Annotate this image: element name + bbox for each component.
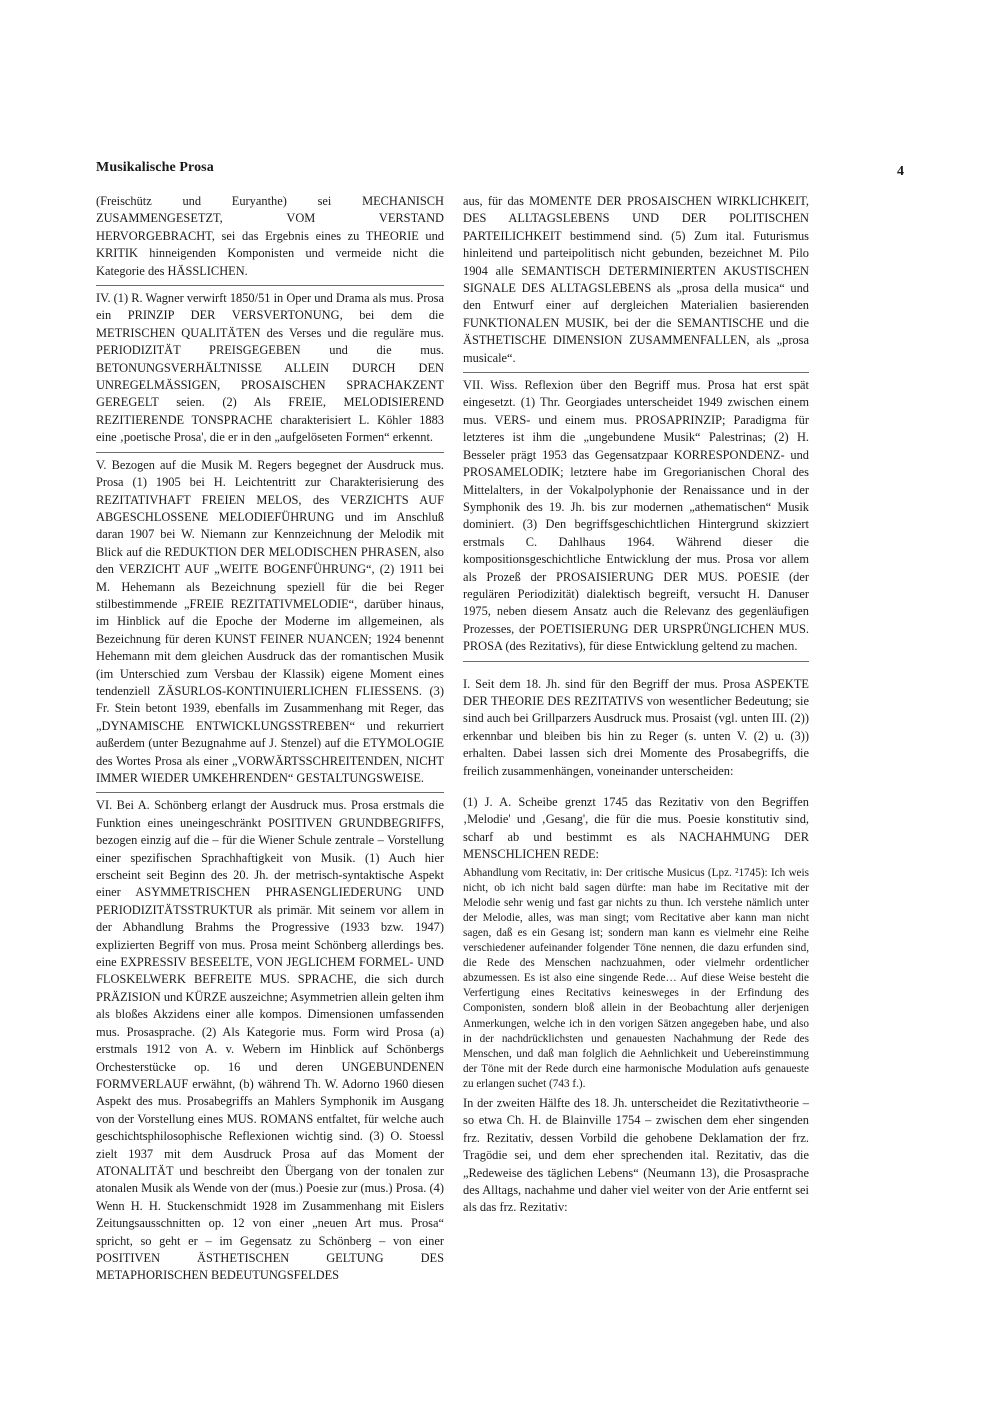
paragraph-section-vi: VI. Bei A. Schönberg erlangt der Ausdruck mus. Prosa erstmals die Funktion eines uneingeschränkt POSITIVEN GRUNDBEGRIFFS, bezogen einzig auf die – für die Wiener Schule zentrale – Vorstellung einer spezifischen Sprachhaftigkeit von Musik. (1) Auch hier erscheint seit Beginn des 20. Jh. der metrisch-syntaktische Aspekt einer ASYMMETRISCHEN PHRASENGLIEDERUNG UND PERIODIZITÄTSSTRUKTUR als primär. Mit seinem vor allem in der Abhandlung Brahms the Progressive (1933 bzw. 1947) explizierten Begriff von mus. Prosa meint Schönberg allerdings bes. eine EXPRESSIV BESEELTE, VON JEGLICHEM FORMEL- UND FLOSKELWERK BEFREITE MUS. SPRACHE, die sich durch PRÄZISION und KÜRZE auszeichne; Asymmetrien allein gelten ihm als bloßes Akzidens einer alle kompos. Dimensionen umfassenden mus. Prosasprache. (2) Als Kategorie mus. Form wird Prosa (a) erstmals 1912 von A. v. Webern im Hinblick auf Schönbergs Orchesterstücke op. 16 und deren UNGEBUNDENEN FORMVERLAUF erwähnt, (b) während Th. W. Adorno 1960 diesen Aspekt des mus. Prosabegriffs an Mahlers Symphonik im Ausgang von der Vorstellung eines MUS. ROMANS entfaltet, für welche auch geschichtsphilosophische Reflexionen wichtig sind. (3) O. Stoessl zielt 1937 mit dem Ausdruck Prosa auf das Moment der ATONALITÄT und beschreibt den Übergang von der tonalen zur atonalen Musik als Wende von der (mus.) Poesie zur (mus.) Prosa. (4) Wenn H. H. Stuckenschmidt 1928 im Zusammenhang mit Eislers Zeitungsausschnitten op. 12 von einer „neuen Art mus. Prosa“ spricht, so geht er – im Gegensatz zu Schönberg – von einer POSITIVEN ÄSTHETISCHEN GELTUNG DES METAPHORISCHEN BEDEUTUNGSFELDES bbox=[96, 798, 444, 1283]
page-number: 4 bbox=[897, 164, 904, 179]
left-column bbox=[96, 193, 444, 1285]
paragraph-section-v: V. Bezogen auf die Musik M. Regers begegnet der Ausdruck mus. Prosa (1) 1905 bei H. Leichtentritt zur Charakterisierung des REZITATIVHAFT FREIEN MELOS, des VERZICHTS AUF ABGESCHLOSSENE MELODIEFÜHRUNG und im Anschluß daran 1907 bei W. Niemann zur Kennzeichnung der Melodik mit Blick auf die REDUKTION DER MELODISCHEN PHRASEN, also den VERZICHT AUF „WEITE BOGENFÜHRUNG“, (2) 1911 bei M. Hehemann als Bezeichnung speziell für die bei Reger stilbestimmende „FREIE REZITATIVMELODIE“, darüber hinaus, im Hinblick auf die Epoche der Moderne im allgemeinen, als Bezeichnung für deren KUNST FEINER NUANCEN; 1924 benennt Hehemann mit dem gleichen Ausdruck das der romantischen Musik (im Unterschied zum Versbau der Klassik) eigene Moment eines tendenziell ZÄSURLOS-KONTINUIERLICHEN FLIESSENS. (3) Fr. Stein betont 1939, ebenfalls im Zusammenhang mit Reger, das „DYNAMISCHE ENTWICKLUNGSSTREBEN“ und rekurriert außerdem (unter Bezugnahme auf J. Stenzel) auf die ETYMOLOGIE des Wortes Prosa als einer „VORWÄRTSSCHREITENDEN, NICHT IMMER WIEDER UMKEHRENDEN“ GESTALTUNGSWEISE. bbox=[96, 457, 444, 785]
running-head: Musikalische Prosa bbox=[96, 160, 214, 175]
paragraph-blainville: In der zweiten Hälfte des 18. Jh. unterscheidet die Rezitativtheorie – so etwa Ch. H. de Blainville 1754 – zwischen dem eher singenden frz. Rezitativ, dessen Vorbild die gehobene Deklamation der frz. Tragödie sei, und dem eher sprechenden ital. Rezitativ, das die „Redeweise des täglichen Lebens“ (Neumann 13), die Prosasprache des Alltags, nachahme und daher viel weiter von der Arie entfernt sei als das frz. Rezitativ: bbox=[463, 1096, 809, 1215]
section-divider bbox=[96, 792, 444, 793]
right-column bbox=[463, 193, 809, 1217]
section-divider bbox=[463, 661, 809, 662]
page-header bbox=[96, 160, 904, 182]
paragraph-section-vii: VII. Wiss. Reflexion über den Begriff mus. Prosa hat erst spät eingesetzt. (1) Thr. Georgiades unterscheidet 1949 zwischen einem mus. VERS- und einem mus. PROSAPRINZIP; Paradigma für letzteres ist ihm die „ungebundene Musik“ Palestrinas; (2) H. Besseler prägt 1953 das Gegensatzpaar KORRESPONDENZ- und PROSAMELODIK; letztere habe im Gregorianischen Choral des Mittelalters, in der Vokalpolyphonie der Renaissance und in der Symphonik des 19. Jh. bis zur modernen „athematischen“ Musik dominiert. (3) Den begriffsgeschichtlichen Hintergrund skizziert erstmals C. Dahlhaus 1964. Während dieser die kompositionsgeschichtliche Entwicklung der mus. Prosa vor allem als Prozeß der PROSAISIERUNG DER MUS. POESIE (der regulären Periodizität) dialektisch begreift, versucht H. Danuser 1975, neben diesem Ansatz auch die Relevanz des gegenläufigen Prozesses, der POETISIERUNG DER URSPRÜNGLICHEN MUS. PROSA (des Rezitativs), für diese Entwicklung geltend zu machen. bbox=[463, 378, 809, 654]
paragraph-scheibe: (1) J. A. Scheibe grenzt 1745 das Rezitativ von den Begriffen ‚Melodie' und ‚Gesang', die für die mus. Poesie konstitutiv sind, scharf ab und bestimmt es als NACHAHMUNG DER MENSCHLICHEN REDE: bbox=[463, 795, 809, 862]
paragraph-futurismus: aus, für das MOMENTE DER PROSAISCHEN WIRKLICHKEIT, DES ALLTAGSLEBENS UND DER POLITISCHEN PARTEILICHKEIT bestimmend sind. (5) Zum ital. Futurismus hinleitend und parteipolitisch nicht gebunden, bezeichnet M. Pilo 1904 alle SEMANTISCH DETERMINIERTEN AKUSTISCHEN SIGNALE DES ALLTAGSLEBENS als „prosa della musica“ und den Entwurf einer auf dergleichen Materialien basierenden FUNKTIONALEN MUSIK, bei der die SEMANTISCHE und die ÄSTHETISCHE DIMENSION ZUSAMMENFALLEN, als „prosa musicale“. bbox=[463, 194, 809, 365]
section-divider bbox=[463, 372, 809, 373]
quotation-scheibe: Abhandlung vom Recitativ, in: Der critische Musicus (Lpz. ²1745): Ich weis nicht, ob ich nicht bald sagen dürfte: man habe im Recitative mit der Melodie sehr wenig und fast gar nichts zu thun. Ich verstehe nämlich unter der Melodie, alles, was man singt; vom Recitative aber kann man nicht sagen, daß es ein Gesang ist; sondern man kann es vielmehr eine Reihe verschiedener aufeinander folgender Töne nennen, die dazu erfunden sind, die Rede des Menschen nachzuahmen, oder vielmehr ordentlicher abzumessen. Es ist also eine singende Rede… Auf diese Weise besteht die Verfertigung eines Recitativs keinesweges in der Erfindung des Componisten, sondern bloß allein in der Beobachtung aller derjenigen Anmerkungen, welche ich in den vorigen Sätzen angegeben habe, und also in der nachdrücklichsten und genauesten Nachahmung der Rede des Menschen, und daß man folglich die Aehnlichkeit und Uebereinstimmung der Töne mit der Rede durch eine harmonische Modulation aufs genaueste zu erlangen suchet (743 f.). bbox=[463, 866, 809, 1090]
paragraph-freischuetz: (Freischütz und Euryanthe) sei MECHANISCH ZUSAMMENGESETZT, VOM VERSTAND HERVORGEBRACHT, sei das Ergebnis eines zu THEORIE und KRITIK hinneigenden Komponisten und vermeide nicht die Kategorie des HÄSSLICHEN. bbox=[96, 194, 444, 278]
paragraph-section-i: I. Seit dem 18. Jh. sind für den Begriff der mus. Prosa ASPEKTE DER THEORIE DES REZITATIVS von wesentlicher Bedeutung; sie sind auch bei Grillparzers Ausdruck mus. Prosaist (vgl. unten III. (2)) erkennbar und bleiben bis hin zu Reger (s. unten V. (2) u. (3)) erhalten. Dabei lassen sich drei Momente des Prosabegriffs, die freilich zusammenhängen, voneinander unterscheiden: bbox=[463, 676, 809, 778]
section-divider bbox=[96, 452, 444, 453]
section-divider bbox=[96, 285, 444, 286]
paragraph-section-iv: IV. (1) R. Wagner verwirft 1850/51 in Oper und Drama als mus. Prosa ein PRINZIP DER VERSVERTONUNG, bei dem die METRISCHEN QUALITÄTEN des Verses und die reguläre mus. PERIODIZITÄT PREISGEGEBEN und die mus. BETONUNGSVERHÄLTNISSE ALLEIN DURCH DEN UNREGELMÄSSIGEN, PROSAISCHEN SPRACHAKZENT GEREGELT seien. (2) Als FREIE, MELODISIEREND REZITIERENDE TONSPRACHE charakterisiert L. Köhler 1883 eine ‚poetische Prosa', die er in den „aufgelöseten Formen“ erkennt. bbox=[96, 291, 444, 445]
